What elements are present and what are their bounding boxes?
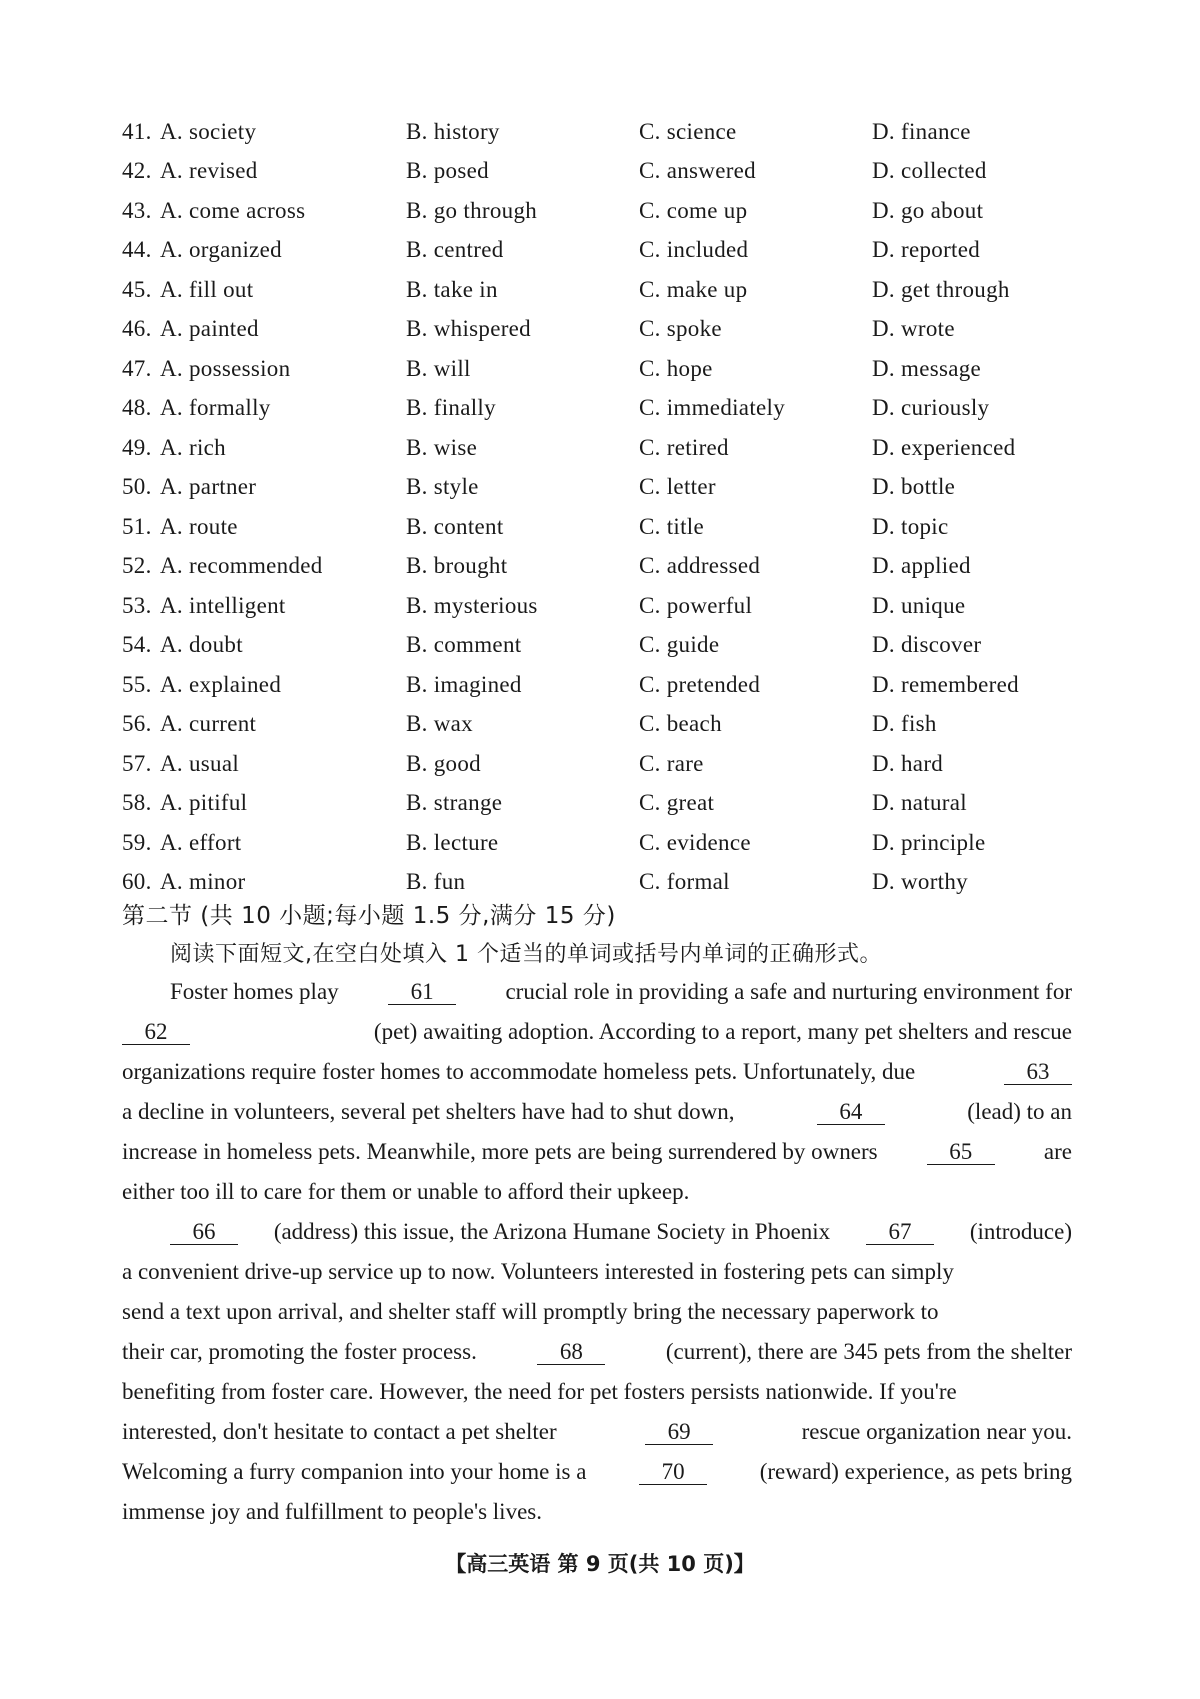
answer-blank-70: 70 bbox=[639, 1460, 707, 1485]
question-number: 56. bbox=[122, 711, 152, 737]
option-a: A. rich bbox=[160, 434, 226, 460]
option-d: D. discover bbox=[872, 632, 982, 658]
passage-text: are bbox=[1043, 1139, 1072, 1164]
option-c: C. evidence bbox=[639, 829, 751, 855]
question-row bbox=[122, 152, 1082, 192]
option-b: B. centred bbox=[406, 237, 504, 263]
answer-blank-67: 67 bbox=[866, 1220, 934, 1245]
passage-text: Welcoming a furry companion into your home is a bbox=[122, 1459, 587, 1484]
passage-line bbox=[122, 972, 1072, 1012]
option-c: C. make up bbox=[639, 276, 748, 302]
question-row bbox=[122, 112, 1082, 152]
passage-text: interested, don't hesitate to contact a pet shelter bbox=[122, 1419, 557, 1444]
question-number: 45. bbox=[122, 276, 152, 302]
question-row bbox=[122, 349, 1082, 389]
question-number: 60. bbox=[122, 869, 152, 895]
passage-text: (current), there are 345 pets from the shelter bbox=[665, 1339, 1072, 1364]
question-row bbox=[122, 270, 1082, 310]
option-d: D. wrote bbox=[872, 316, 955, 342]
question-row bbox=[122, 310, 1082, 350]
option-a: A. fill out bbox=[160, 276, 254, 302]
option-b: B. good bbox=[406, 750, 481, 776]
passage-text: a convenient drive-up service up to now. Volunteers interested in fostering pets can simply bbox=[122, 1259, 954, 1284]
question-row bbox=[122, 586, 1082, 626]
passage-text: crucial role in providing a safe and nurturing environment for bbox=[505, 979, 1072, 1004]
option-c: C. retired bbox=[639, 434, 729, 460]
option-c: C. rare bbox=[639, 750, 704, 776]
answer-blank-62: 62 bbox=[122, 1020, 190, 1045]
question-number: 53. bbox=[122, 592, 152, 618]
answer-blank-69: 69 bbox=[645, 1420, 713, 1445]
passage-text: (lead) to an bbox=[967, 1099, 1072, 1124]
question-row bbox=[122, 823, 1082, 863]
cloze-passage bbox=[122, 972, 1072, 1532]
option-b: B. comment bbox=[406, 632, 522, 658]
option-b: B. whispered bbox=[406, 316, 531, 342]
question-row bbox=[122, 626, 1082, 666]
option-c: C. pretended bbox=[639, 671, 761, 697]
passage-text: organizations require foster homes to accommodate homeless pets. Unfortunately, due bbox=[122, 1059, 916, 1084]
option-c: C. answered bbox=[639, 158, 756, 184]
option-a: A. partner bbox=[160, 474, 257, 500]
option-a: A. route bbox=[160, 513, 238, 539]
question-row bbox=[122, 191, 1082, 231]
answer-blank-68: 68 bbox=[537, 1340, 605, 1365]
option-c: C. included bbox=[639, 237, 749, 263]
passage-text: a decline in volunteers, several pet shelters have had to shut down, bbox=[122, 1099, 735, 1124]
option-b: B. wise bbox=[406, 434, 478, 460]
passage-line bbox=[122, 1172, 1072, 1212]
section-heading: 第二节 (共 10 小题;每小题 1.5 分,满分 15 分) bbox=[122, 903, 616, 929]
passage-text: their car, promoting the foster process. bbox=[122, 1339, 477, 1364]
option-b: B. strange bbox=[406, 790, 503, 816]
answer-blank-65: 65 bbox=[927, 1140, 995, 1165]
option-a: A. current bbox=[160, 711, 257, 737]
question-number: 59. bbox=[122, 829, 152, 855]
option-c: C. powerful bbox=[639, 592, 753, 618]
option-a: A. organized bbox=[160, 237, 282, 263]
option-a: A. painted bbox=[160, 316, 259, 342]
answer-blank-63: 63 bbox=[1004, 1060, 1072, 1085]
option-d: D. bottle bbox=[872, 474, 956, 500]
question-row bbox=[122, 507, 1082, 547]
question-number: 57. bbox=[122, 750, 152, 776]
option-c: C. guide bbox=[639, 632, 720, 658]
option-d: D. fish bbox=[872, 711, 937, 737]
option-a: A. recommended bbox=[160, 553, 323, 579]
question-number: 55. bbox=[122, 671, 152, 697]
option-b: B. will bbox=[406, 355, 471, 381]
option-b: B. style bbox=[406, 474, 479, 500]
option-a: A. minor bbox=[160, 869, 246, 895]
option-b: B. go through bbox=[406, 197, 538, 223]
passage-text: rescue organization near you. bbox=[801, 1419, 1072, 1444]
option-d: D. unique bbox=[872, 592, 966, 618]
question-number: 49. bbox=[122, 434, 152, 460]
passage-line bbox=[122, 1092, 1072, 1132]
option-d: D. message bbox=[872, 355, 982, 381]
option-d: D. principle bbox=[872, 829, 986, 855]
passage-text: either too ill to care for them or unable to afford their upkeep. bbox=[122, 1179, 690, 1204]
question-row bbox=[122, 428, 1082, 468]
question-number: 52. bbox=[122, 553, 152, 579]
option-b: B. fun bbox=[406, 869, 466, 895]
question-row bbox=[122, 389, 1082, 429]
question-number: 51. bbox=[122, 513, 152, 539]
question-number: 50. bbox=[122, 474, 152, 500]
passage-line bbox=[122, 1412, 1072, 1452]
option-b: B. wax bbox=[406, 711, 473, 737]
option-d: D. curiously bbox=[872, 395, 990, 421]
passage-text: immense joy and fulfillment to people's lives. bbox=[122, 1499, 542, 1524]
passage-text: benefiting from foster care. However, the need for pet fosters persists nationwide. If you're bbox=[122, 1379, 957, 1404]
question-number: 48. bbox=[122, 395, 152, 421]
question-number: 41. bbox=[122, 118, 152, 144]
question-number: 54. bbox=[122, 632, 152, 658]
passage-text: (pet) awaiting adoption. According to a report, many pet shelters and rescue bbox=[373, 1019, 1072, 1044]
answer-blank-66: 66 bbox=[170, 1220, 238, 1245]
passage-line bbox=[122, 1292, 1072, 1332]
option-d: D. topic bbox=[872, 513, 949, 539]
answer-blank-61: 61 bbox=[388, 980, 456, 1005]
question-row bbox=[122, 665, 1082, 705]
passage-text: (introduce) bbox=[969, 1219, 1072, 1244]
question-number: 42. bbox=[122, 158, 152, 184]
question-row bbox=[122, 784, 1082, 824]
passage-line bbox=[122, 1332, 1072, 1372]
passage-text: increase in homeless pets. Meanwhile, more pets are being surrendered by owners bbox=[122, 1139, 878, 1164]
option-c: C. addressed bbox=[639, 553, 761, 579]
question-number: 58. bbox=[122, 790, 152, 816]
passage-text: send a text upon arrival, and shelter staff will promptly bring the necessary paperwork to bbox=[122, 1299, 939, 1324]
section-instruction: 阅读下面短文,在空白处填入 1 个适当的单词或括号内单词的正确形式。 bbox=[170, 942, 882, 967]
option-d: D. finance bbox=[872, 118, 971, 144]
option-a: A. explained bbox=[160, 671, 282, 697]
option-d: D. remembered bbox=[872, 671, 1019, 697]
option-c: C. science bbox=[639, 118, 737, 144]
passage-text: (address) this issue, the Arizona Humane Society in Phoenix bbox=[273, 1219, 831, 1244]
passage-line bbox=[122, 1052, 1072, 1092]
question-number: 47. bbox=[122, 355, 152, 381]
option-c: C. immediately bbox=[639, 395, 786, 421]
option-d: D. collected bbox=[872, 158, 987, 184]
option-a: A. intelligent bbox=[160, 592, 286, 618]
option-d: D. applied bbox=[872, 553, 971, 579]
passage-line bbox=[122, 1492, 1072, 1532]
option-c: C. come up bbox=[639, 197, 748, 223]
option-a: A. doubt bbox=[160, 632, 243, 658]
option-d: D. natural bbox=[872, 790, 967, 816]
option-a: A. formally bbox=[160, 395, 271, 421]
option-a: A. society bbox=[160, 118, 257, 144]
option-b: B. posed bbox=[406, 158, 489, 184]
option-c: C. great bbox=[639, 790, 715, 816]
option-d: D. reported bbox=[872, 237, 981, 263]
passage-line bbox=[122, 1012, 1072, 1052]
option-c: C. hope bbox=[639, 355, 713, 381]
question-number: 44. bbox=[122, 237, 152, 263]
option-d: D. get through bbox=[872, 276, 1010, 302]
option-c: C. letter bbox=[639, 474, 716, 500]
option-d: D. hard bbox=[872, 750, 944, 776]
option-b: B. finally bbox=[406, 395, 496, 421]
option-a: A. come across bbox=[160, 197, 306, 223]
multiple-choice-options bbox=[122, 112, 1082, 902]
option-b: B. take in bbox=[406, 276, 498, 302]
option-d: D. worthy bbox=[872, 869, 968, 895]
option-b: B. content bbox=[406, 513, 504, 539]
option-d: D. experienced bbox=[872, 434, 1016, 460]
question-number: 43. bbox=[122, 197, 152, 223]
option-c: C. formal bbox=[639, 869, 730, 895]
option-a: A. effort bbox=[160, 829, 242, 855]
option-b: B. lecture bbox=[406, 829, 499, 855]
question-row bbox=[122, 231, 1082, 271]
option-b: B. brought bbox=[406, 553, 508, 579]
option-a: A. pitiful bbox=[160, 790, 248, 816]
answer-blank-64: 64 bbox=[817, 1100, 885, 1125]
passage-text: Foster homes play bbox=[170, 979, 339, 1004]
question-row bbox=[122, 705, 1082, 745]
option-c: C. title bbox=[639, 513, 705, 539]
question-row bbox=[122, 468, 1082, 508]
option-b: B. mysterious bbox=[406, 592, 538, 618]
passage-line bbox=[122, 1252, 1072, 1292]
option-a: A. revised bbox=[160, 158, 258, 184]
passage-line bbox=[122, 1132, 1072, 1172]
question-row bbox=[122, 547, 1082, 587]
option-a: A. usual bbox=[160, 750, 240, 776]
passage-text: (reward) experience, as pets bring bbox=[759, 1459, 1072, 1484]
question-row bbox=[122, 744, 1082, 784]
option-a: A. possession bbox=[160, 355, 291, 381]
passage-line bbox=[122, 1452, 1072, 1492]
option-b: B. history bbox=[406, 118, 500, 144]
option-c: C. spoke bbox=[639, 316, 722, 342]
page-footer: 【高三英语 第 9 页(共 10 页)】 bbox=[445, 1552, 755, 1576]
passage-line bbox=[122, 1372, 1072, 1412]
option-d: D. go about bbox=[872, 197, 984, 223]
passage-line bbox=[122, 1212, 1072, 1252]
question-number: 46. bbox=[122, 316, 152, 342]
option-b: B. imagined bbox=[406, 671, 522, 697]
option-c: C. beach bbox=[639, 711, 722, 737]
